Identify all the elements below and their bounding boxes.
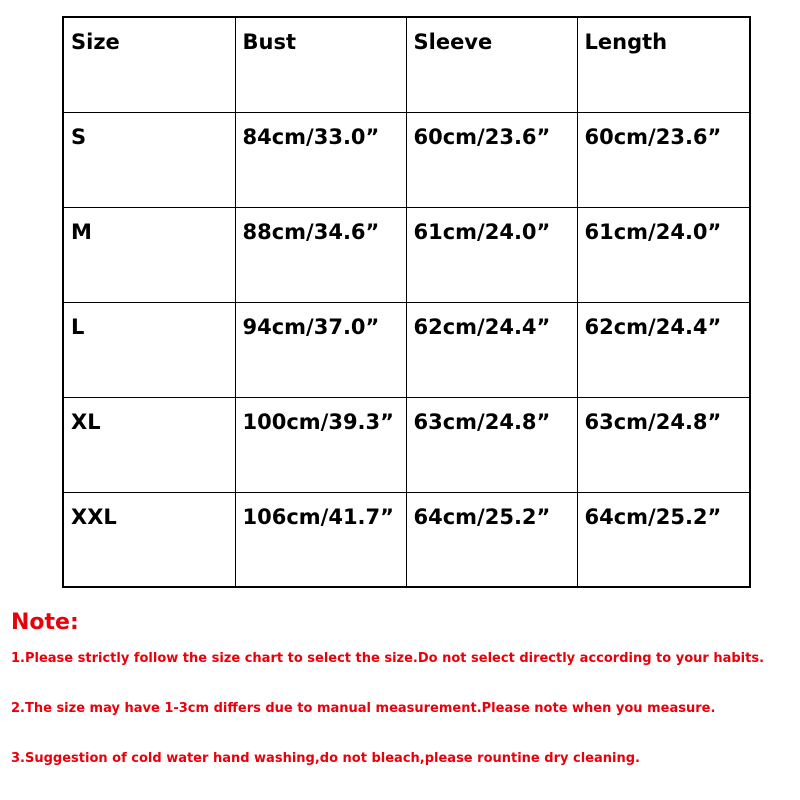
header-bust: Bust [235, 17, 406, 112]
sleeve-cell: 61cm/24.0” [406, 207, 577, 302]
table-row-xxl [63, 492, 750, 587]
table-header-row [63, 17, 750, 112]
table-row-s [63, 112, 750, 207]
sleeve-cell: 63cm/24.8” [406, 397, 577, 492]
length-cell: 61cm/24.0” [577, 207, 750, 302]
bust-cell: 106cm/41.7” [235, 492, 406, 587]
length-cell: 62cm/24.4” [577, 302, 750, 397]
note-item-3: 3.Suggestion of cold water hand washing,do not bleach,please rountine dry cleaning. [11, 751, 640, 766]
size-cell: L [63, 302, 235, 397]
bust-cell: 84cm/33.0” [235, 112, 406, 207]
sleeve-cell: 64cm/25.2” [406, 492, 577, 587]
bust-cell: 94cm/37.0” [235, 302, 406, 397]
sleeve-cell: 60cm/23.6” [406, 112, 577, 207]
bust-cell: 88cm/34.6” [235, 207, 406, 302]
table-row-xl [63, 397, 750, 492]
header-size: Size [63, 17, 235, 112]
size-cell: XXL [63, 492, 235, 587]
header-length: Length [577, 17, 750, 112]
note-title: Note: [11, 610, 79, 635]
sleeve-cell: 62cm/24.4” [406, 302, 577, 397]
size-cell: XL [63, 397, 235, 492]
length-cell: 63cm/24.8” [577, 397, 750, 492]
table-row-l [63, 302, 750, 397]
bust-cell: 100cm/39.3” [235, 397, 406, 492]
size-cell: S [63, 112, 235, 207]
header-sleeve: Sleeve [406, 17, 577, 112]
note-item-1: 1.Please strictly follow the size chart to select the size.Do not select directly according to your habits. [11, 651, 765, 666]
size-cell: M [63, 207, 235, 302]
length-cell: 60cm/23.6” [577, 112, 750, 207]
note-item-2: 2.The size may have 1-3cm differs due to manual measurement.Please note when you measure. [11, 701, 716, 716]
size-chart-table [62, 16, 751, 588]
table-row-m [63, 207, 750, 302]
length-cell: 64cm/25.2” [577, 492, 750, 587]
